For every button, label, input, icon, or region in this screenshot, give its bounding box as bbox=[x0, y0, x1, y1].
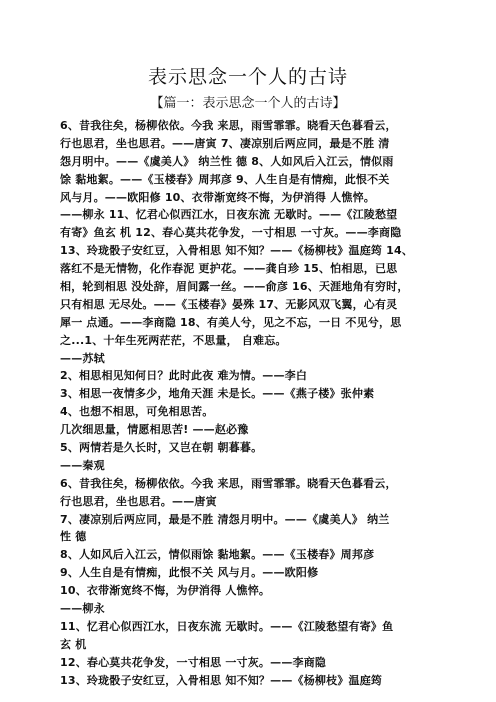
text-line: 有寄》鱼玄 机 12、春心莫共花争发，一寸相思 一寸灰。——李商隐 bbox=[60, 226, 402, 240]
text-line: 13、玲珑骰子安红豆，入骨相思 知不知？——《杨柳枝》温庭筠 14、 bbox=[60, 244, 414, 258]
text-line: ——秦观 bbox=[60, 458, 105, 472]
text-line: 13、玲珑骰子安红豆，入骨相思 知不知？——《杨柳枝》温庭筠 bbox=[60, 673, 383, 687]
text-line: 怨月明中。——《虞美人》 纳兰性 德 8、人如风后入江云，情似雨 bbox=[60, 154, 394, 168]
document-title: 表示思念一个人的古诗 bbox=[147, 66, 348, 88]
text-line: 2、相思相见知何日？此时此夜 难为情。——李白 bbox=[60, 369, 308, 383]
text-line: 之...1、十年生死两茫茫，不思量， 自难忘。 bbox=[60, 333, 287, 347]
text-line: 落红不是无情物，化作春泥 更护花。——龚自珍 15、怕相思，已思 bbox=[60, 262, 398, 276]
text-line: 4、也想不相思，可免相思苦。 bbox=[60, 405, 214, 419]
text-line: ——柳永 11、忆君心似西江水，日夜东流 无歇时。——《江陵愁望 bbox=[60, 208, 398, 222]
text-line: 性 德 bbox=[60, 530, 87, 544]
text-line: ——柳永 bbox=[60, 602, 105, 616]
text-line: 10、衣带渐宽终不悔，为伊消得 人憔悴。 bbox=[60, 584, 271, 598]
document-subtitle: 【篇一：表示思念一个人的古诗】 bbox=[150, 96, 346, 111]
text-line: 5、两情若是久长时，又岂在朝 朝暮暮。 bbox=[60, 441, 263, 455]
text-line: 6、昔我往矣，杨柳依依。今我 来思，雨雪霏霏。晓看天色暮看云， bbox=[60, 119, 397, 132]
text-line: 7、凄凉别后两应同，最是不胜 清怨月明中。——《虞美人》 纳兰 bbox=[60, 512, 390, 526]
text-line: 几次细思量，情愿相思苦! ——赵必豫 bbox=[60, 423, 249, 437]
text-line: 行也思君，坐也思君。——唐寅 7、凄凉别后两应同，最是不胜 清 bbox=[60, 136, 390, 150]
text-line: 9、人生自是有情痴，此恨不关 风与月。——欧阳修 bbox=[60, 566, 319, 580]
text-line: 8、人如风后入江云，情似雨馀 黏地絮。——《玉楼春》周邦彦 bbox=[60, 548, 375, 562]
text-line: 风与月。——欧阳修 10、衣带渐宽终不悔，为伊消得 人憔悴。 bbox=[60, 190, 375, 204]
text-line: 行也思君，坐也思君。——唐寅 bbox=[60, 494, 217, 508]
text-line: 6、昔我往矣，杨柳依依。今我 来思，雨雪霏霏。晓看天色暮看云， bbox=[60, 476, 397, 490]
text-line: 12、春心莫共花争发，一寸相思 一寸灰。——李商隐 bbox=[60, 655, 327, 669]
text-line: 只有相思 无尽处。——《玉楼春》晏殊 17、无影风双飞翼，心有灵 bbox=[60, 297, 398, 311]
text-line: 11、忆君心似西江水，日夜东流 无歇时。——《江陵愁望有寄》鱼 bbox=[60, 619, 394, 633]
text-line: ——苏轼 bbox=[60, 351, 105, 365]
text-line: 犀一 点通。——李商隐 18、有美人兮，见之不忘，一日 不见兮，思 bbox=[60, 315, 402, 329]
text-line: 馀 黏地絮。——《玉楼春》周邦彦 9、人生自是有情痴，此恨不关 bbox=[60, 172, 390, 186]
text-line: 玄 机 bbox=[60, 637, 87, 651]
text-line: 3、相思一夜情多少，地角天涯 未是长。——《燕子楼》张仲素 bbox=[60, 387, 375, 401]
poem-text-body bbox=[60, 117, 445, 690]
text-line: 相，轮到相思 没处辞，眉间露一丝。——俞彦 16、天涯地角有穷时， bbox=[60, 280, 409, 294]
